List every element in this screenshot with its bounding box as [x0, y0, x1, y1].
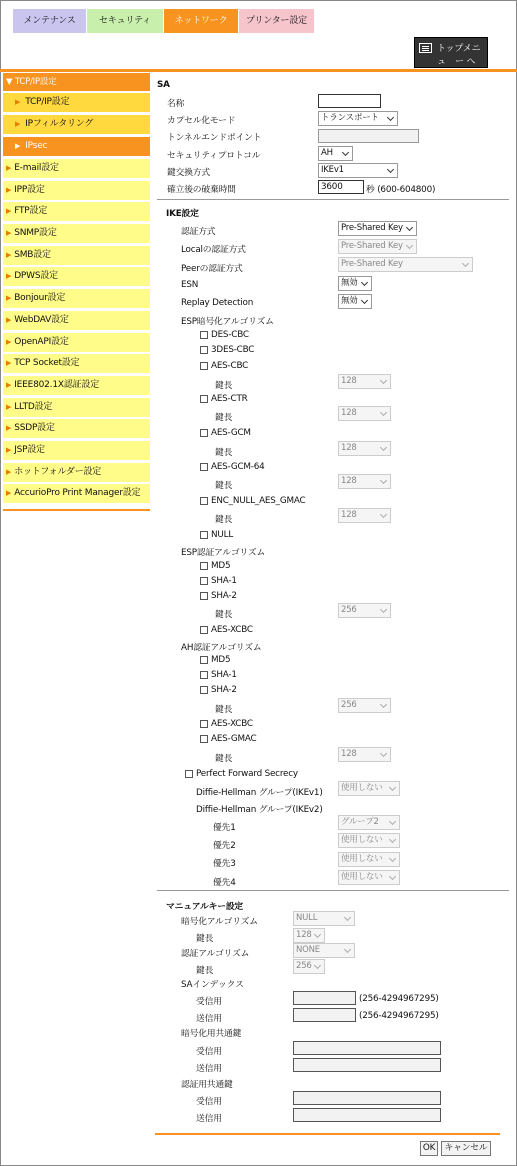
esp-md5-checkbox[interactable]	[200, 562, 208, 570]
sa-index-send-label: 送信用	[196, 1014, 222, 1024]
triangle-right-icon: ▶	[15, 142, 21, 150]
section-divider	[157, 890, 509, 891]
lifetime-input[interactable]: 3600	[318, 180, 364, 194]
encap-mode-select[interactable]: トランスポート	[318, 111, 398, 126]
aes-cbc-label: AES-CBC	[211, 361, 249, 371]
aes-cbc-keylen-select[interactable]: 128	[338, 374, 391, 389]
enc-key-recv-input[interactable]	[293, 1041, 441, 1055]
dh-ikev2-label: Diffie-Hellman グループ(IKEv2)	[196, 805, 323, 815]
triangle-right-icon: ▶	[6, 337, 12, 346]
local-auth-label: Localの認証方式	[181, 245, 246, 255]
pfs-label: Perfect Forward Secrecy	[196, 769, 298, 779]
sidebar-item[interactable]: ▶ LLTD設定	[3, 398, 150, 417]
des-cbc-checkbox[interactable]	[200, 331, 208, 339]
esp-auth-label: ESP認証アルゴリズム	[181, 548, 266, 558]
auth-key-recv-label: 受信用	[196, 1097, 222, 1107]
triangle-right-icon: ▶	[6, 467, 12, 476]
triangle-right-icon: ▶	[6, 402, 12, 411]
menu-list-icon	[419, 43, 432, 53]
sidebar-item[interactable]: ▶ WebDAV設定	[3, 311, 150, 330]
3des-cbc-checkbox[interactable]	[200, 346, 208, 354]
auth-key-send-input[interactable]	[293, 1108, 441, 1122]
triangle-right-icon: ▶	[6, 315, 12, 324]
lifetime-range-text: 秒 (600-604800)	[366, 185, 436, 195]
tab-printer-settings[interactable]: プリンター設定	[239, 9, 314, 33]
esp-md5-label: MD5	[211, 561, 231, 571]
sidebar	[3, 73, 150, 506]
sidebar-item[interactable]: ▶ SNMP設定	[3, 224, 150, 243]
manual-keylen1-select[interactable]: 128	[293, 928, 325, 943]
dh-ikev1-select[interactable]: 使用しない	[338, 781, 400, 796]
security-protocol-label: セキュリティプロトコル	[167, 151, 261, 161]
sidebar-item[interactable]: ▶ SMB設定	[3, 246, 150, 265]
ah-sha2-keylen-select[interactable]: 256	[338, 698, 391, 713]
esp-sha2-keylen-label: 鍵長	[215, 610, 233, 620]
local-auth-select[interactable]: Pre-Shared Key	[338, 239, 417, 254]
auth-key-recv-input[interactable]	[293, 1091, 441, 1105]
null-checkbox[interactable]	[200, 531, 208, 539]
manual-auth-alg-label: 認証アルゴリズム	[181, 949, 250, 959]
section-divider	[157, 199, 509, 200]
auth-key-label: 認証用共通鍵	[181, 1080, 233, 1090]
auth-method-label: 認証方式	[181, 227, 216, 237]
aes-gcm-64-keylen-select[interactable]: 128	[338, 474, 391, 489]
manual-keylen2-select[interactable]: 256	[293, 959, 325, 974]
aes-gcm-64-label: AES-GCM-64	[211, 462, 265, 472]
sidebar-item[interactable]: ▶ AccurioPro Print Manager設定	[3, 484, 150, 503]
esn-label: ESN	[181, 280, 199, 290]
tab-network[interactable]: ネットワーク	[164, 9, 238, 33]
priority3-select[interactable]: 使用しない	[338, 852, 400, 867]
replay-detection-label: Replay Detection	[181, 298, 254, 308]
triangle-right-icon: ▶	[6, 380, 12, 389]
ah-auth-label: AH認証アルゴリズム	[181, 643, 262, 653]
des-cbc-label: DES-CBC	[211, 330, 249, 340]
triangle-right-icon: ▶	[6, 185, 12, 194]
name-label: 名称	[167, 99, 185, 109]
triangle-right-icon: ▶	[6, 424, 12, 433]
aes-gcm-keylen-label: 鍵長	[215, 448, 233, 458]
triangle-right-icon: ▶	[6, 445, 12, 454]
ah-aes-gmac-label: AES-GMAC	[211, 734, 257, 744]
ah-md5-label: MD5	[211, 655, 231, 665]
aes-cbc-checkbox[interactable]	[200, 362, 208, 370]
aes-gcm-keylen-select[interactable]: 128	[338, 441, 391, 456]
enc-key-send-input[interactable]	[293, 1058, 441, 1072]
name-input[interactable]	[318, 94, 381, 108]
sidebar-item[interactable]: ▶ TCP Socket設定	[3, 354, 150, 373]
enc-null-keylen-label: 鍵長	[215, 515, 233, 525]
pfs-checkbox[interactable]	[185, 770, 193, 778]
priority2-label: 優先2	[213, 841, 236, 851]
ah-sha2-keylen-label: 鍵長	[215, 705, 233, 715]
tunnel-endpoint-input[interactable]	[318, 129, 419, 143]
aes-gcm-label: AES-GCM	[211, 428, 251, 438]
priority3-label: 優先3	[213, 859, 236, 869]
tab-maintenance[interactable]: メンテナンス	[13, 9, 86, 33]
sidebar-item[interactable]: ▶ Bonjour設定	[3, 289, 150, 308]
manual-keylen2-label: 鍵長	[196, 966, 214, 976]
aes-ctr-label: AES-CTR	[211, 394, 248, 404]
esp-sha2-checkbox[interactable]	[200, 592, 208, 600]
enc-null-aes-gmac-label: ENC_NULL_AES_GMAC	[211, 496, 306, 506]
esp-aes-xcbc-label: AES-XCBC	[211, 625, 253, 635]
sidebar-item[interactable]: ▶ OpenAPI設定	[3, 333, 150, 352]
sa-index-send-range: (256-4294967295)	[359, 1011, 439, 1021]
ah-aes-gmac-keylen-label: 鍵長	[215, 754, 233, 764]
sa-index-send-input[interactable]	[293, 1008, 356, 1022]
esp-sha1-label: SHA-1	[211, 576, 237, 586]
peer-auth-label: Peerの認証方式	[181, 264, 243, 274]
manual-keylen1-label: 鍵長	[196, 934, 214, 944]
sidebar-item-tcpip-group[interactable]: ▼ TCP/IP設定	[3, 73, 150, 91]
enc-key-recv-label: 受信用	[196, 1047, 222, 1057]
aes-ctr-keylen-label: 鍵長	[215, 413, 233, 423]
sidebar-item[interactable]: ▶ SSDP設定	[3, 419, 150, 438]
null-label: NULL	[211, 530, 234, 540]
lifetime-label: 確立後の破棄時間	[167, 185, 236, 195]
sidebar-item[interactable]: ▶ DPWS設定	[3, 267, 150, 286]
sidebar-item[interactable]: ▶ IPP設定	[3, 181, 150, 200]
ah-sha2-checkbox[interactable]	[200, 686, 208, 694]
aes-gcm-checkbox[interactable]	[200, 429, 208, 437]
top-menu-button[interactable]: トップメニュ ー へ	[414, 37, 488, 68]
priority1-select[interactable]: グループ2	[338, 815, 400, 830]
ah-md5-checkbox[interactable]	[200, 656, 208, 664]
sidebar-item-ip-filtering[interactable]: ▶ IPフィルタリング	[3, 115, 150, 134]
priority4-select[interactable]: 使用しない	[338, 870, 400, 885]
priority4-label: 優先4	[213, 878, 236, 888]
triangle-right-icon: ▶	[6, 250, 12, 259]
sidebar-item[interactable]: ▶ E-mail設定	[3, 159, 150, 178]
sidebar-item[interactable]: ▶ ホットフォルダー設定	[3, 463, 150, 482]
ok-button[interactable]: OK	[420, 1141, 438, 1156]
esp-enc-label: ESP暗号化アルゴリズム	[181, 317, 274, 327]
manual-key-title: マニュアルキー設定	[166, 902, 244, 912]
sa-title: SA	[157, 80, 170, 90]
ike-title: IKE設定	[166, 209, 199, 219]
esp-sha1-checkbox[interactable]	[200, 577, 208, 585]
tab-security[interactable]: セキュリティ	[87, 9, 163, 33]
aes-ctr-keylen-select[interactable]: 128	[338, 406, 391, 421]
triangle-right-icon: ▶	[6, 272, 12, 281]
triangle-right-icon: ▶	[6, 359, 12, 368]
triangle-right-icon: ▶	[15, 98, 21, 106]
ah-sha1-checkbox[interactable]	[200, 671, 208, 679]
aes-gcm-64-checkbox[interactable]	[200, 463, 208, 471]
sidebar-item-ipsec[interactable]: ▶ IPsec	[3, 137, 150, 156]
footer-divider	[155, 1133, 500, 1135]
header-divider	[0, 69, 517, 72]
ah-aes-gmac-keylen-select[interactable]: 128	[338, 747, 391, 762]
peer-auth-select[interactable]: Pre-Shared Key	[338, 257, 473, 272]
enc-null-aes-gmac-checkbox[interactable]	[200, 497, 208, 505]
dh-ikev1-label: Diffie-Hellman グループ(IKEv1)	[196, 788, 323, 798]
manual-enc-alg-select[interactable]: NULL	[293, 911, 355, 926]
esp-sha2-keylen-select[interactable]: 256	[338, 603, 391, 618]
sa-index-label: SAインデックス	[181, 980, 244, 990]
priority1-label: 優先1	[213, 823, 236, 833]
manual-auth-alg-select[interactable]: NONE	[293, 943, 355, 958]
ah-sha1-label: SHA-1	[211, 670, 237, 680]
triangle-right-icon: ▶	[6, 229, 12, 238]
sidebar-item-tcpip[interactable]: ▶ TCP/IP設定	[3, 93, 150, 112]
sa-index-recv-input[interactable]	[293, 991, 356, 1005]
ah-sha2-label: SHA-2	[211, 685, 237, 695]
triangle-right-icon: ▶	[6, 489, 12, 498]
manual-enc-alg-label: 暗号化アルゴリズム	[181, 917, 258, 927]
esn-select[interactable]: 無効	[338, 276, 372, 291]
enc-key-label: 暗号化用共通鍵	[181, 1029, 242, 1039]
aes-ctr-checkbox[interactable]	[200, 395, 208, 403]
auth-key-send-label: 送信用	[196, 1114, 222, 1124]
sidebar-bottom-line	[3, 509, 150, 511]
ah-aes-gmac-checkbox[interactable]	[200, 735, 208, 743]
esp-aes-xcbc-checkbox[interactable]	[200, 626, 208, 634]
triangle-right-icon: ▶	[6, 294, 12, 303]
ah-aes-xcbc-checkbox[interactable]	[200, 720, 208, 728]
cancel-button[interactable]: キャンセル	[441, 1141, 491, 1156]
triangle-right-icon: ▶	[6, 164, 12, 172]
key-exchange-label: 鍵交換方式	[167, 168, 210, 178]
sidebar-item[interactable]: ▶ FTP設定	[3, 202, 150, 221]
triangle-right-icon: ▶	[15, 120, 21, 128]
enc-key-send-label: 送信用	[196, 1064, 222, 1074]
replay-detection-select[interactable]: 無効	[338, 294, 372, 309]
triangle-right-icon: ▶	[6, 207, 12, 216]
auth-method-select[interactable]: Pre-Shared Key	[338, 221, 417, 236]
esp-sha2-label: SHA-2	[211, 591, 237, 601]
priority2-select[interactable]: 使用しない	[338, 833, 400, 848]
encap-mode-label: カプセル化モード	[167, 116, 236, 126]
3des-cbc-label: 3DES-CBC	[211, 345, 255, 355]
aes-gcm-64-keylen-label: 鍵長	[215, 481, 233, 491]
sidebar-item[interactable]: ▶ IEEE802.1X認証設定	[3, 376, 150, 395]
sa-index-recv-range: (256-4294967295)	[359, 994, 439, 1004]
ah-aes-xcbc-label: AES-XCBC	[211, 719, 253, 729]
sa-index-recv-label: 受信用	[196, 997, 222, 1007]
tunnel-endpoint-label: トンネルエンドポイント	[167, 133, 262, 143]
security-protocol-select[interactable]: AH	[318, 146, 353, 161]
aes-cbc-keylen-label: 鍵長	[215, 381, 233, 391]
key-exchange-select[interactable]: IKEv1	[318, 163, 398, 178]
enc-null-keylen-select[interactable]: 128	[338, 508, 391, 523]
sidebar-item[interactable]: ▶ JSP設定	[3, 441, 150, 460]
